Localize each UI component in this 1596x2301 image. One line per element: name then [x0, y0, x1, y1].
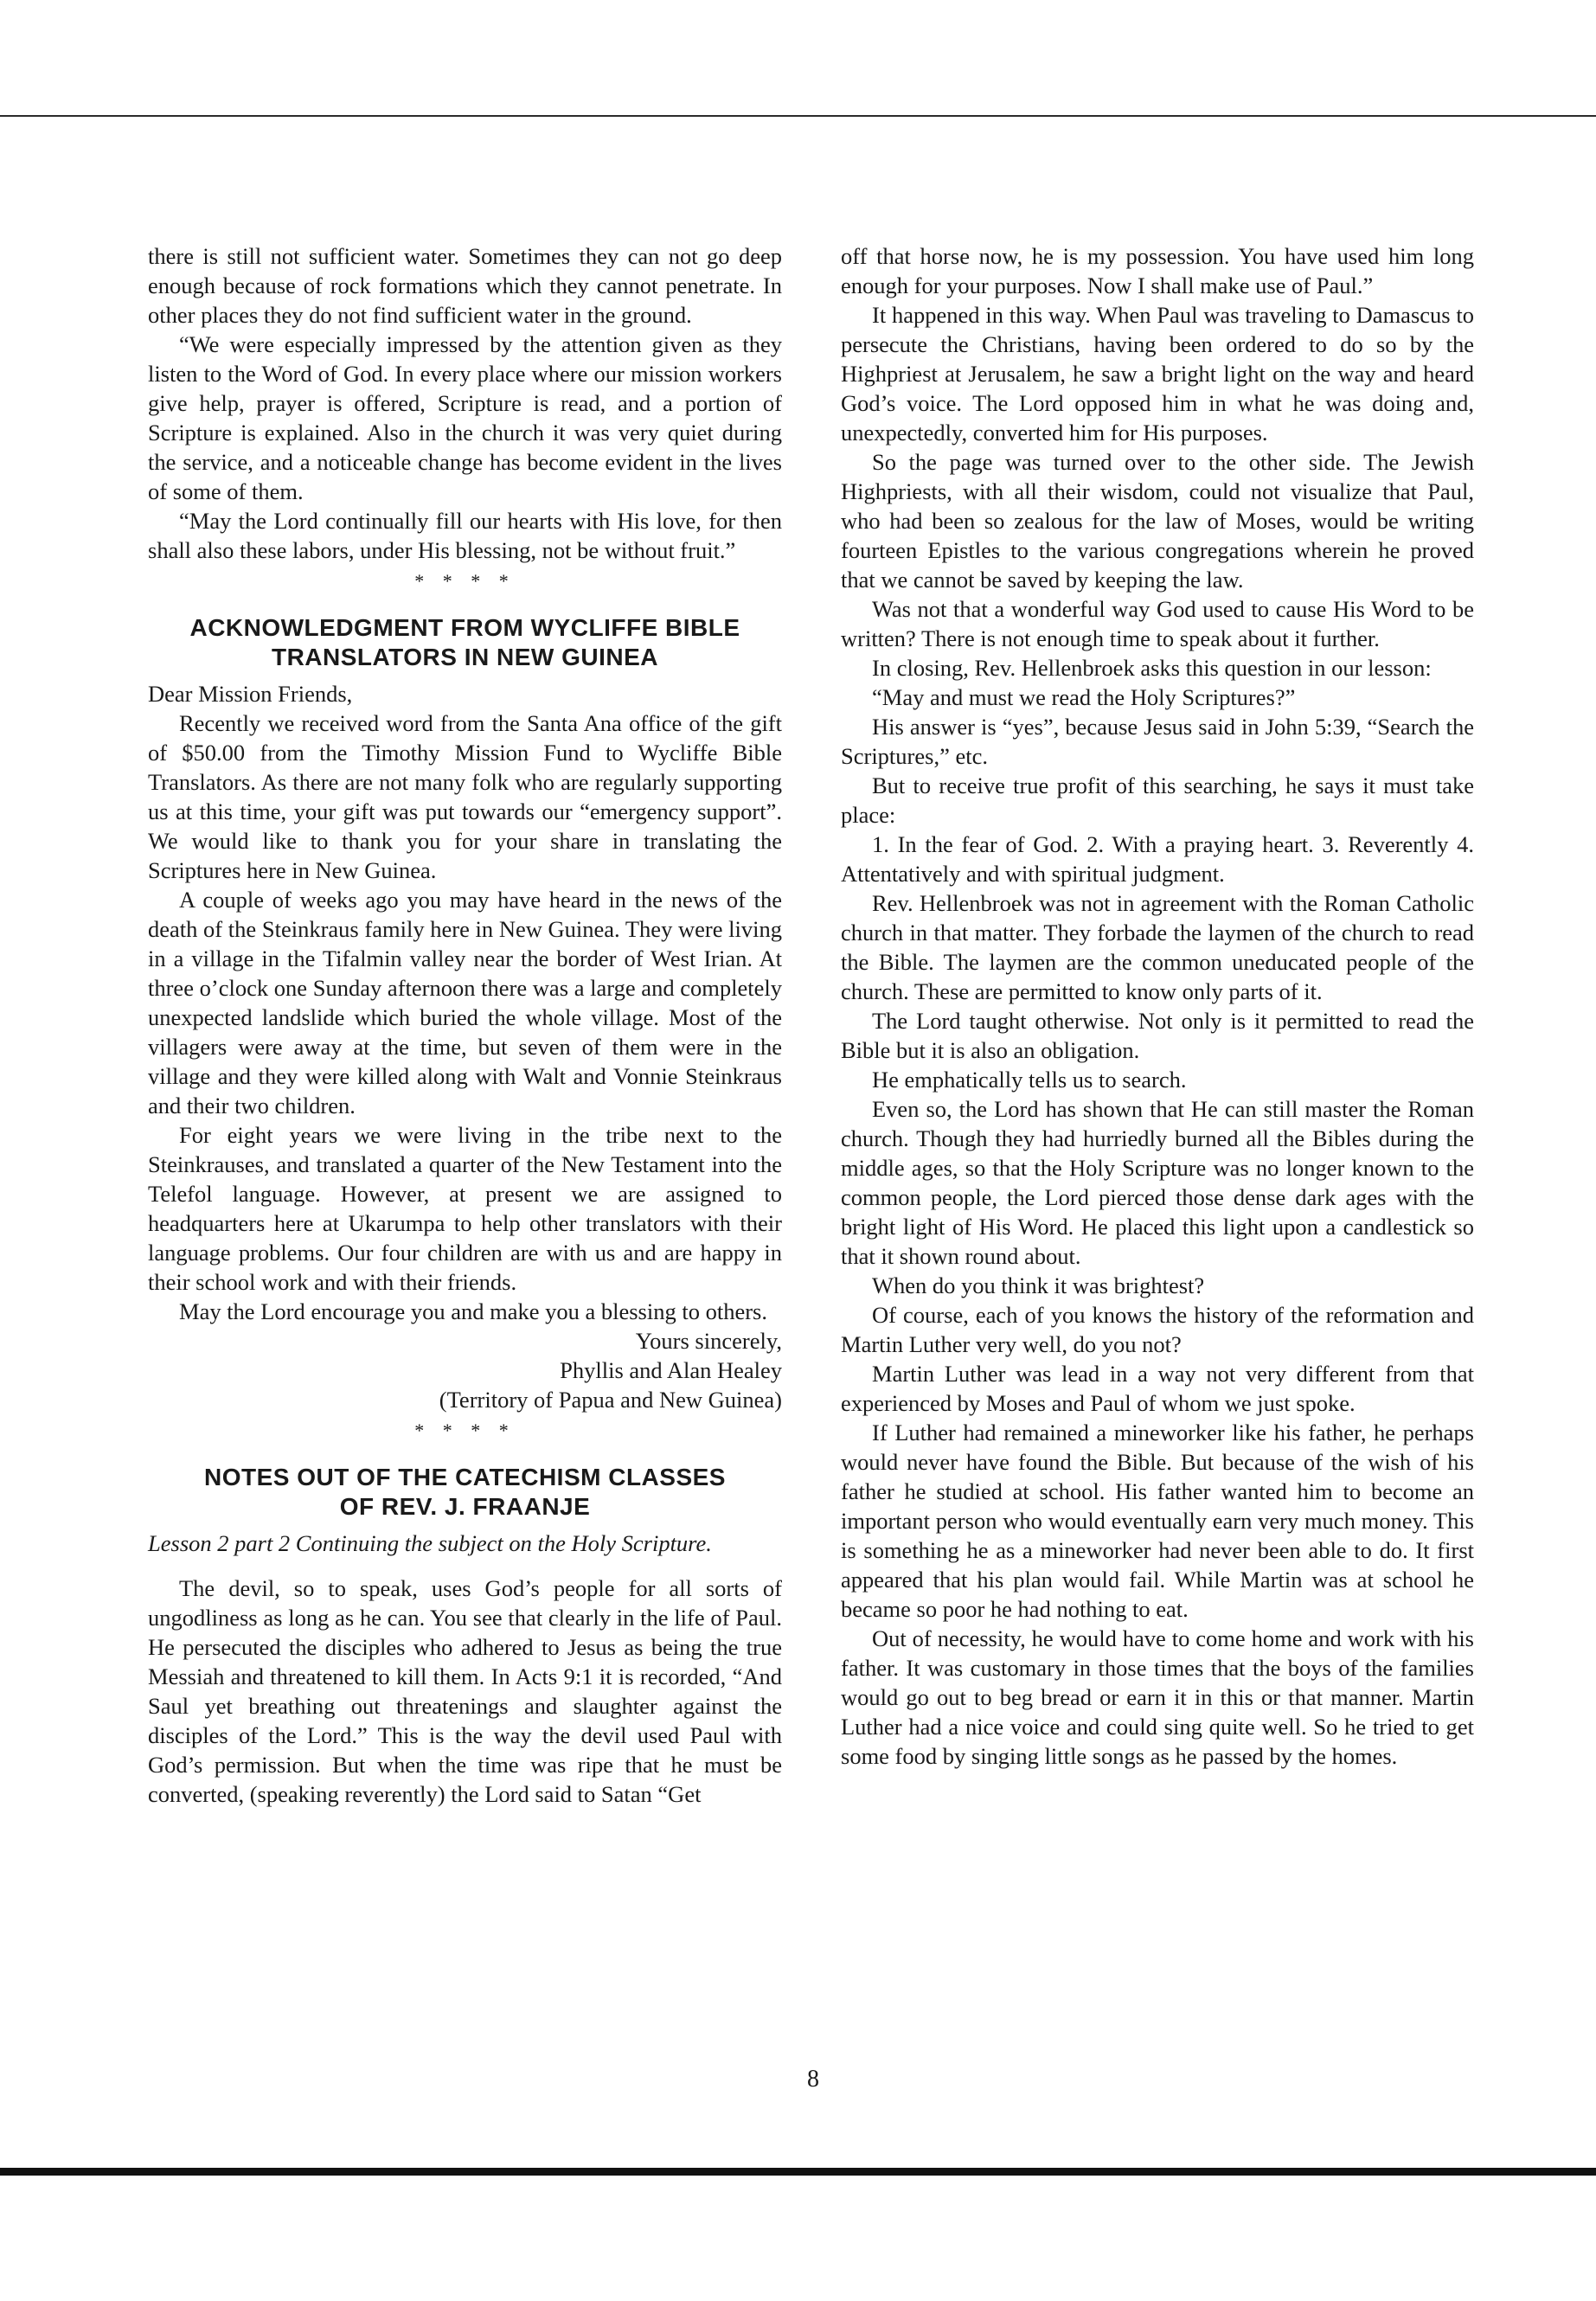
paragraph: Martin Luther was lead in a way not very different from that experienced by Moses and Paul of whom we just spoke.	[841, 1361, 1474, 1416]
paragraph: He emphatically tells us to search.	[872, 1067, 1187, 1093]
bottom-rule	[0, 2168, 1596, 2176]
letter-signature: Phyllis and Alan Healey	[560, 1357, 782, 1383]
paragraph: Even so, the Lord has shown that He can still master the Roman church. Though they had hurriedly burned all the Bibles during the middle ages, so that the Holy Scripture was no longer known to the common people, the Lord pierced those dense dark ages with the bright light of His Word. He placed this light upon a candlestick so that it shown round about.	[841, 1096, 1474, 1269]
paragraph: A couple of weeks ago you may have heard in the news of the death of the Steinkraus family here in New Guinea. They were living in a village in the Tifalmin valley near the border of West Irian. At three o’clock one Sunday afternoon there was a large and completely unexpected landslide which buried the whole village. Most of the villagers were away at the time, but seven of them were in the village and they were killed along with Walt and Vonnie Steinkraus and their two children.	[148, 887, 782, 1118]
lesson-subtitle: Lesson 2 part 2 Continuing the subject on the Holy Scripture.	[148, 1530, 712, 1556]
paragraph: For eight years we were living in the tribe next to the Steinkrauses, and translated a quarter of the New Testament into the Telefol language. However, at present we are assigned to headquarters here at Ukarumpa to help other translators with their language problems. Our four children are with us and are happy in their school work and with their friends.	[148, 1122, 782, 1295]
paragraph: 1. In the fear of God. 2. With a praying heart. 3. Reverently 4. Attentatively and with spiritual judgment.	[841, 831, 1474, 887]
left-column	[148, 241, 782, 1809]
paragraph: In closing, Rev. Hellenbroek asks this question in our lesson:	[872, 655, 1432, 681]
section-heading-catechism	[148, 1463, 782, 1522]
paragraph: So the page was turned over to the other side. The Jewish Highpriests, with all their wisdom, could not visualize that Paul, who had been so zealous for the law of Moses, would be writing fourteen Epistles to the various congregations wherein he proved that we cannot be saved by keeping the law.	[841, 449, 1474, 593]
paragraph: “We were especially impressed by the attention given as they listen to the Word of God. In every place where our mission workers give help, prayer is offered, Scripture is read, and a portion of Scripture is explained. Also in the church it was very quiet during the service, and a noticeable change has become evident in the lives of some of them.	[148, 331, 782, 504]
section-separator: * * * *	[414, 1420, 516, 1441]
paragraph: “May the Lord continually fill our hearts with His love, for then shall also these labors, under His blessing, not be without fruit.”	[148, 508, 782, 563]
section-heading-wycliffe	[148, 613, 782, 672]
paragraph: The Lord taught otherwise. Not only is it permitted to read the Bible but it is also an obligation.	[841, 1008, 1474, 1063]
letter-salutation: Dear Mission Friends,	[148, 681, 353, 707]
paragraph: Recently we received word from the Santa Ana office of the gift of $50.00 from the Timothy Mission Fund to Wycliffe Bible Translators. As there are not many folk who are regularly supporting us at this time, your gift was put towards our “emergency support”. We would like to thank you for your share in translating the Scriptures here in New Guinea.	[148, 710, 782, 883]
heading-line: NOTES OUT OF THE CATECHISM CLASSES	[204, 1464, 726, 1490]
paragraph: The devil, so to speak, uses God’s people for all sorts of ungodliness as long as he can. You see that clearly in the life of Paul. He persecuted the disciples who adhered to Jesus as being the true Messiah and threatened to kill them. In Acts 9:1 it is recorded, “And Saul yet breathing out threatenings and slaughter against the disciples of the Lord.” This is the way the devil used Paul with God’s permission. But when the time was ripe that he must be converted, (speaking reverently) the Lord said to Satan “Get	[148, 1575, 782, 1807]
paragraph: off that horse now, he is my possession. You have used him long enough for your purposes. Now I shall make use of Paul.”	[841, 243, 1474, 298]
paragraph: It happened in this way. When Paul was traveling to Damascus to persecute the Christians, having been ordered to do so by the Highpriest at Jerusalem, he saw a bright light on the way and heard God’s voice. The Lord opposed him in what he was doing and, unexpectedly, converted him for His purposes.	[841, 302, 1474, 445]
paragraph: May the Lord encourage you and make you a blessing to others.	[179, 1298, 767, 1324]
paragraph: When do you think it was brightest?	[872, 1272, 1205, 1298]
heading-line: OF REV. J. FRAANJE	[339, 1493, 591, 1520]
paragraph: Rev. Hellenbroek was not in agreement with the Roman Catholic church in that matter. They forbade the laymen of the church to read the Bible. The laymen are the common uneducated people of the church. These are permitted to know only parts of it.	[841, 890, 1474, 1004]
heading-line: TRANSLATORS IN NEW GUINEA	[271, 644, 659, 670]
paragraph: But to receive true profit of this searching, he says it must take place:	[841, 772, 1474, 828]
paragraph: “May and must we read the Holy Scriptures?”	[872, 684, 1296, 710]
paragraph: there is still not sufficient water. Sometimes they can not go deep enough because of rock formations which they cannot penetrate. In other places they do not find sufficient water in the ground.	[148, 243, 782, 328]
paragraph: Was not that a wonderful way God used to cause His Word to be written? There is not enough time to speak about it further.	[841, 596, 1474, 651]
heading-line: ACKNOWLEDGMENT FROM WYCLIFFE BIBLE	[189, 614, 740, 641]
letter-closing: Yours sincerely,	[635, 1328, 782, 1354]
letter-territory: (Territory of Papua and New Guinea)	[439, 1387, 782, 1413]
section-separator: * * * *	[414, 570, 516, 592]
page-number: 8	[807, 2066, 819, 2093]
paragraph: Out of necessity, he would have to come home and work with his father. It was customary in those times that the boys of the families would go out to beg bread or earn it in this or that manner. Martin Luther had a nice voice and could sing quite well. So he tried to get some food by singing little songs as he passed by the homes.	[841, 1625, 1474, 1769]
paragraph: If Luther had remained a mineworker like his father, he perhaps would never have found the Bible. But because of the wish of his father he studied at school. His father wanted him to become an important person who would eventually earn very much money. This is something he as a mineworker had never been able to do. It first appeared that his plan would fail. While Martin was at school he became so poor he had nothing to eat.	[841, 1420, 1474, 1622]
right-column	[841, 241, 1474, 1771]
scan-top-edge	[0, 115, 1596, 117]
paragraph: Of course, each of you knows the history of the reformation and Martin Luther very well, do you not?	[841, 1302, 1474, 1357]
paragraph: His answer is “yes”, because Jesus said in John 5:39, “Search the Scriptures,” etc.	[841, 714, 1474, 769]
